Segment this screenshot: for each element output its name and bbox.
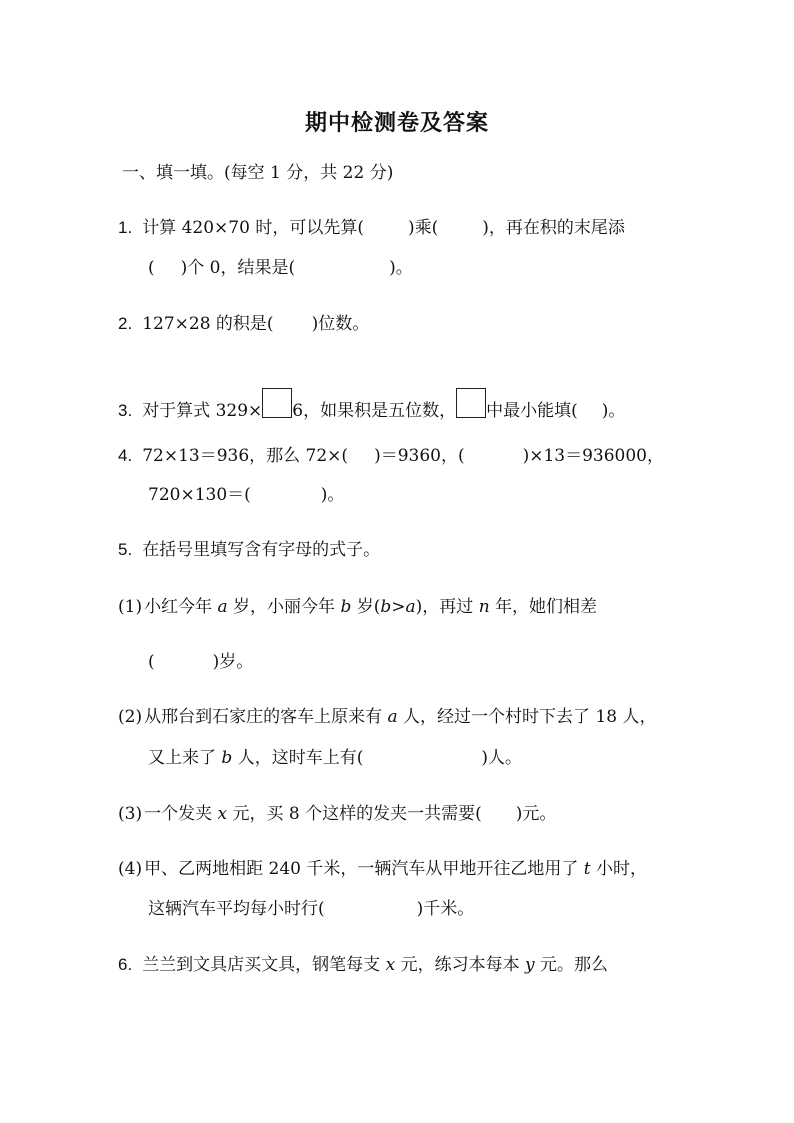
text: )岁。: [212, 652, 254, 672]
text: 年，她们相差: [495, 597, 598, 617]
text: 在括号里填写含有字母的式子。: [142, 540, 381, 560]
variable: y: [525, 955, 535, 975]
text: 岁，小丽今年: [233, 597, 336, 617]
text: )千米。: [416, 899, 475, 919]
text: 6，如果积是五位数，: [292, 401, 457, 421]
text: )乘(: [407, 218, 439, 238]
question-5-2: [118, 705, 657, 729]
question-number: 2.: [118, 314, 133, 333]
sub-number: (2): [118, 707, 143, 727]
variable: x: [385, 955, 396, 975]
text: )。: [389, 258, 413, 278]
text: 对于算式 329×: [142, 401, 263, 421]
text: 兰兰到文具店买文具，钢笔每支: [142, 955, 381, 975]
question-4: [118, 444, 664, 468]
text: (: [148, 258, 155, 278]
answer-box: [456, 388, 486, 418]
text: 元。那么: [540, 955, 609, 975]
question-4-cont: [148, 483, 344, 507]
text: 计算 420×70 时，可以先算(: [142, 218, 364, 238]
question-5: [118, 538, 380, 562]
sub-number: (1): [118, 597, 143, 617]
text: 720×130＝(: [148, 485, 251, 505]
sub-number: (3): [118, 804, 143, 824]
text: )人。: [481, 748, 522, 768]
text: 一个发夹: [144, 804, 213, 824]
question-5-4: [118, 857, 647, 881]
question-number: 1.: [118, 218, 133, 237]
text: 这辆汽车平均每小时行(: [148, 899, 325, 919]
question-6: [118, 953, 608, 977]
page-title: 期中检测卷及答案: [304, 111, 489, 136]
text: 72×13＝936，那么 72×(: [142, 446, 349, 466]
question-5-1: [118, 595, 597, 619]
text: )元。: [515, 804, 557, 824]
text: 小红今年: [144, 597, 213, 617]
question-number: 3.: [118, 401, 133, 420]
text: )。: [320, 485, 345, 505]
text: 元，练习本每本: [400, 955, 520, 975]
text: 元，买 8 个这样的发夹一共需要(: [232, 804, 482, 824]
text: 甲、乙两地相距 240 千米，一辆汽车从甲地开往乙地用了: [144, 859, 579, 879]
variable: t: [583, 859, 591, 879]
question-5-4-cont: [148, 897, 474, 921]
variable: a: [217, 597, 228, 617]
text: (: [148, 652, 155, 672]
answer-box: [262, 388, 292, 418]
question-1: [118, 216, 625, 240]
text: )个 0，结果是(: [180, 258, 296, 278]
text: 127×28 的积是(: [142, 314, 274, 334]
question-5-1-cont: [148, 650, 253, 674]
variable: x: [217, 804, 228, 824]
variable: b>a: [380, 597, 416, 617]
question-2: [118, 312, 369, 336]
text: 人，这时车上有(: [237, 748, 364, 768]
text: )，再过: [415, 597, 474, 617]
question-number: 5.: [118, 540, 133, 559]
question-number: 4.: [118, 446, 133, 465]
question-5-2-cont: [148, 746, 522, 770]
text: 岁(: [356, 597, 381, 617]
variable: b: [221, 748, 233, 768]
text: )×13＝936000，: [522, 446, 664, 466]
text: 中最小能填(: [486, 401, 578, 421]
text: 人，经过一个村时下去了 18 人，: [403, 707, 657, 727]
text: )位数。: [311, 314, 370, 334]
question-number: 6.: [118, 955, 133, 974]
question-3: [118, 388, 625, 423]
variable: a: [387, 707, 398, 727]
text: 从邢台到石家庄的客车上原来有: [144, 707, 383, 727]
text: 小时，: [596, 859, 648, 879]
variable: n: [478, 597, 490, 617]
text: 又上来了: [148, 748, 216, 768]
sub-number: (4): [118, 859, 143, 879]
question-5-3: [118, 802, 556, 826]
text: )＝9360，(: [374, 446, 465, 466]
text: )，再在积的末尾添: [482, 218, 625, 238]
question-1-cont: [148, 256, 413, 280]
text: )。: [601, 401, 626, 421]
variable: b: [340, 597, 352, 617]
section-heading: 一、填一填。(每空 1 分，共 22 分): [122, 163, 394, 183]
